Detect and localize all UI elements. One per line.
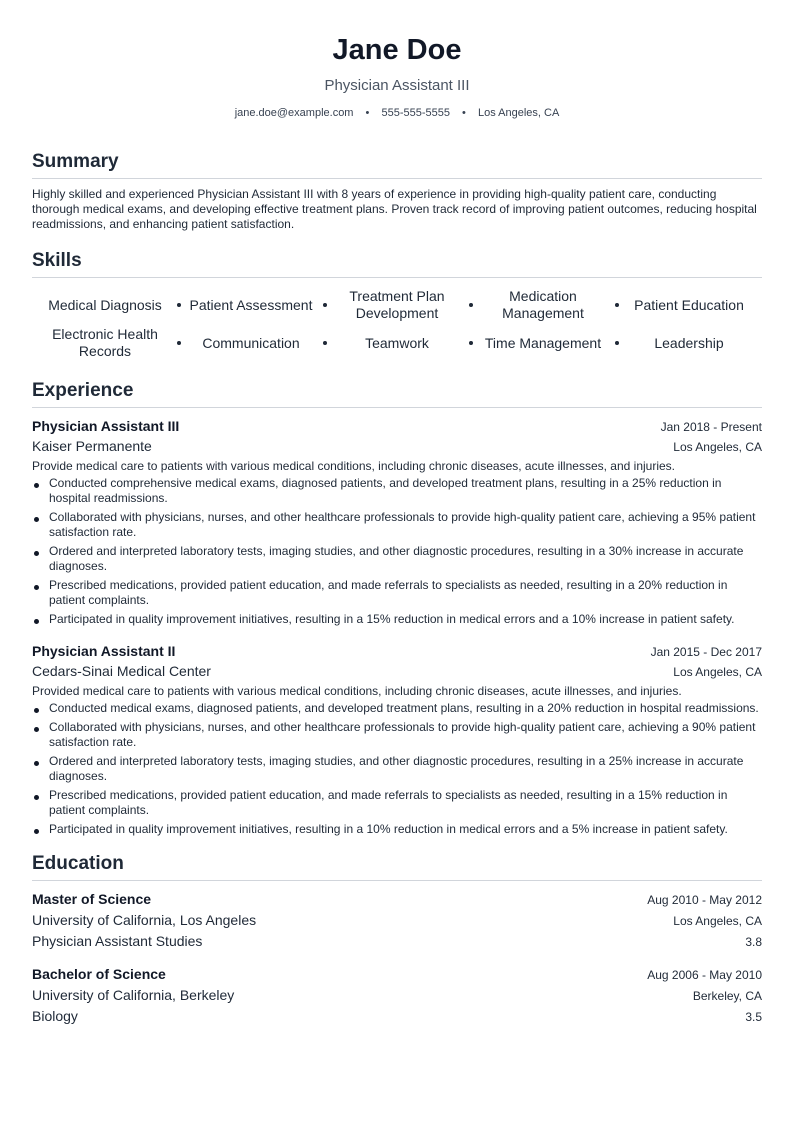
list-item: Ordered and interpreted laboratory tests, imaging studies, and other diagnostic procedures, resulting in a 25% increase in accurate diagnoses. (32, 754, 762, 784)
skill-item: Electronic Health Records (32, 324, 178, 362)
job-dates: Jan 2015 - Dec 2017 (650, 645, 762, 659)
job-location: Los Angeles, CA (673, 440, 762, 454)
edu-school: University of California, Los Angeles (32, 912, 257, 928)
skill-item: Patient Assessment (178, 286, 324, 324)
job-description: Provided medical care to patients with various medical conditions, including chronic diseases, acute illnesses, and injuries. (32, 684, 682, 698)
skills-grid (32, 286, 762, 362)
skill-item: Medication Management (470, 286, 616, 324)
skill-item: Teamwork (324, 324, 470, 362)
education-section (32, 851, 762, 1027)
education-entry (32, 889, 762, 952)
education-entry (32, 964, 762, 1027)
summary-text: Highly skilled and experienced Physician Assistant III with 8 years of experience in providing high-quality patient care, conducting thorough medical exams, and developing effective treatment plans. Proven track record of improving patient outcomes, reducing hospital readmissions, and enhancing patient satisfaction. (32, 187, 757, 231)
edu-field: Biology (32, 1008, 78, 1024)
section-heading: Education (32, 851, 762, 881)
job-bullets (32, 476, 762, 627)
job-entry (32, 416, 762, 627)
edu-degree: Master of Science (32, 891, 152, 907)
section-heading: Skills (32, 248, 762, 278)
job-bullets (32, 701, 762, 837)
job-title: Physician Assistant III (32, 418, 180, 434)
edu-degree: Bachelor of Science (32, 966, 166, 982)
list-item: Prescribed medications, provided patient education, and made referrals to specialists as needed, resulting in a 20% reduction in patient complaints. (32, 578, 762, 608)
experience-section (32, 378, 762, 837)
skill-item: Communication (178, 324, 324, 362)
contact-line (32, 105, 762, 121)
job-company: Cedars-Sinai Medical Center (32, 663, 211, 679)
edu-gpa: 3.5 (745, 1010, 762, 1024)
skill-item: Time Management (470, 324, 616, 362)
job-description: Provide medical care to patients with various medical conditions, including chronic diseases, acute illnesses, and injuries. (32, 459, 675, 473)
summary-section (32, 149, 762, 232)
edu-gpa: 3.8 (745, 935, 762, 949)
contact-email[interactable]: jane.doe@example.com (234, 107, 354, 119)
resume-header (32, 0, 762, 121)
edu-location: Berkeley, CA (692, 989, 762, 1003)
separator-dot-icon: • (365, 107, 370, 119)
skill-item: Leadership (654, 334, 724, 351)
edu-school: University of California, Berkeley (32, 987, 235, 1003)
job-title: Physician Assistant II (32, 643, 176, 659)
edu-field: Physician Assistant Studies (32, 933, 203, 949)
list-item: Collaborated with physicians, nurses, and other healthcare professionals to provide high-quality patient care, achieving a 90% patient satisfaction rate. (32, 720, 762, 750)
contact-phone[interactable]: 555-555-5555 (381, 107, 450, 119)
job-entry (32, 641, 762, 837)
job-company: Kaiser Permanente (32, 438, 152, 454)
list-item: Ordered and interpreted laboratory tests, imaging studies, and other diagnostic procedures, resulting in a 30% increase in accurate diagnoses. (32, 544, 762, 574)
skill-item: Treatment Plan Development (324, 286, 470, 324)
skill-item: Medical Diagnosis (32, 286, 178, 324)
job-dates: Jan 2018 - Present (660, 420, 762, 434)
list-item: Prescribed medications, provided patient education, and made referrals to specialists as needed, resulting in a 15% reduction in patient complaints. (32, 788, 762, 818)
list-item: Conducted medical exams, diagnosed patients, and developed treatment plans, resulting in a 20% reduction in hospital readmissions. (32, 701, 762, 716)
skill-item: Patient Education (634, 296, 744, 313)
job-location: Los Angeles, CA (673, 665, 762, 679)
list-item: Participated in quality improvement initiatives, resulting in a 15% reduction in medical errors and a 10% increase in patient safety. (32, 612, 762, 627)
edu-dates: Aug 2006 - May 2010 (647, 968, 762, 982)
candidate-name: Jane Doe (332, 34, 462, 66)
candidate-title: Physician Assistant III (324, 77, 470, 94)
list-item: Participated in quality improvement initiatives, resulting in a 10% reduction in medical errors and a 5% increase in patient safety. (32, 822, 762, 837)
section-heading: Experience (32, 378, 762, 408)
skills-section (32, 248, 762, 362)
section-heading: Summary (32, 149, 762, 179)
edu-dates: Aug 2010 - May 2012 (647, 893, 762, 907)
list-item: Collaborated with physicians, nurses, and other healthcare professionals to provide high-quality patient care, achieving a 95% patient satisfaction rate. (32, 510, 762, 540)
list-item: Conducted comprehensive medical exams, diagnosed patients, and developed treatment plans, resulting in a 25% reduction in hospital readmissions. (32, 476, 762, 506)
edu-location: Los Angeles, CA (673, 914, 762, 928)
separator-dot-icon: • (462, 107, 466, 119)
contact-location: Los Angeles, CA (477, 107, 560, 119)
